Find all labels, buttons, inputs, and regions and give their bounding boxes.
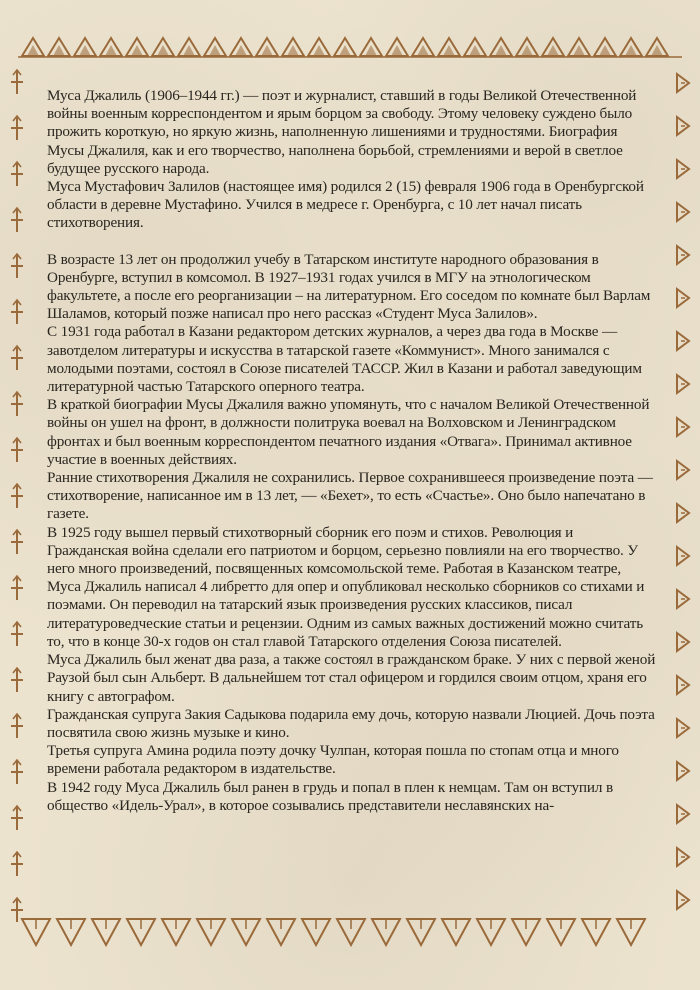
chevron-triangle-icon <box>677 590 689 608</box>
chevron-triangle-icon <box>677 289 689 307</box>
paragraph: С 1931 года работал в Казани редактором детских журналов, а через два года в Москве — завотделом литературы и искусства в татарской газете «Коммунист». Много занимался с молодыми поэтами, состоял в Союзе писателей ТАССР. Жил в Казани и работал заведующим литературной частью Татарского оперного театра. <box>47 323 642 396</box>
arrow-cross-icon <box>11 438 23 462</box>
triangle-ornament-icon <box>542 38 564 56</box>
triangle-ornament-icon <box>100 38 122 56</box>
chevron-triangle-icon <box>677 805 689 823</box>
left-ornament-border <box>6 60 28 930</box>
arrow-cross-icon <box>11 208 23 232</box>
top-ornament-border <box>18 30 682 70</box>
chevron-triangle-icon <box>677 74 689 92</box>
chevron-triangle-icon <box>677 461 689 479</box>
inverted-triangle-icon <box>547 919 575 945</box>
arrow-cross-icon <box>11 530 23 554</box>
chevron-triangle-icon <box>677 547 689 565</box>
triangle-ornament-icon <box>204 38 226 56</box>
triangle-ornament-icon <box>334 38 356 56</box>
chevron-triangle-icon <box>677 203 689 221</box>
triangle-ornament-icon <box>646 38 668 56</box>
arrow-cross-icon <box>11 254 23 278</box>
triangle-ornament-icon <box>230 38 252 56</box>
arrow-cross-icon <box>11 760 23 784</box>
inverted-triangle-icon <box>372 919 400 945</box>
inverted-triangle-icon <box>302 919 330 945</box>
inverted-triangle-icon <box>512 919 540 945</box>
chevron-triangle-icon <box>677 504 689 522</box>
arrow-cross-icon <box>11 300 23 324</box>
chevron-triangle-icon <box>677 719 689 737</box>
triangle-ornament-icon <box>412 38 434 56</box>
paragraph: Ранние стихотворения Джалиля не сохранились. Первое сохранившееся произведение поэта — стихотворение, написанное им в 13 лет, — «Бехет», то есть «Счастье». Оно было напечатано в газете. <box>47 469 653 523</box>
arrow-cross-icon <box>11 714 23 738</box>
inverted-triangle-icon <box>617 919 645 945</box>
biography-text <box>47 87 657 815</box>
inverted-triangle-icon <box>582 919 610 945</box>
paragraph: Муса Джалиль (1906–1944 гг.) — поэт и журналист, ставший в годы Великой Отечественной войны военным корреспондентом и ярым борцом за свободу. Этому человеку суждено было прожить короткую, но яркую жизнь, наполненную лишениями и трудностями. Биография Мусы Джалиля, как и его творчество, наполнена борьбой, стремлениями и верой в светлое будущее русского народа. <box>47 87 637 177</box>
right-ornament-border <box>672 60 694 930</box>
triangle-ornament-icon <box>308 38 330 56</box>
chevron-triangle-icon <box>677 633 689 651</box>
arrow-cross-icon <box>11 576 23 600</box>
triangle-ornament-icon <box>22 38 44 56</box>
chevron-triangle-icon <box>677 117 689 135</box>
triangle-ornament-icon <box>48 38 70 56</box>
arrow-cross-icon <box>11 484 23 508</box>
triangle-ornament-icon <box>386 38 408 56</box>
inverted-triangle-icon <box>267 919 295 945</box>
inverted-triangle-icon <box>57 919 85 945</box>
inverted-triangle-icon <box>92 919 120 945</box>
inverted-triangle-icon <box>197 919 225 945</box>
arrow-cross-icon <box>11 346 23 370</box>
chevron-triangle-icon <box>677 160 689 178</box>
bottom-ornament-border <box>18 915 682 955</box>
triangle-ornament-icon <box>152 38 174 56</box>
arrow-cross-icon <box>11 162 23 186</box>
triangle-ornament-icon <box>490 38 512 56</box>
arrow-cross-icon <box>11 852 23 876</box>
triangle-ornament-icon <box>74 38 96 56</box>
chevron-triangle-icon <box>677 246 689 264</box>
triangle-ornament-icon <box>438 38 460 56</box>
inverted-triangle-icon <box>407 919 435 945</box>
chevron-triangle-icon <box>677 332 689 350</box>
arrow-cross-icon <box>11 70 23 94</box>
arrow-cross-icon <box>11 622 23 646</box>
triangle-ornament-icon <box>126 38 148 56</box>
inverted-triangle-icon <box>477 919 505 945</box>
arrow-cross-icon <box>11 806 23 830</box>
arrow-cross-icon <box>11 392 23 416</box>
inverted-triangle-icon <box>442 919 470 945</box>
inverted-triangle-icon <box>22 919 50 945</box>
inverted-triangle-icon <box>232 919 260 945</box>
inverted-triangle-icon <box>127 919 155 945</box>
chevron-triangle-icon <box>677 848 689 866</box>
triangle-ornament-icon <box>282 38 304 56</box>
triangle-ornament-icon <box>360 38 382 56</box>
triangle-ornament-icon <box>256 38 278 56</box>
triangle-ornament-icon <box>178 38 200 56</box>
triangle-ornament-icon <box>464 38 486 56</box>
paragraph: Муса Мустафович Залилов (настоящее имя) родился 2 (15) февраля 1906 года в Оренбургской области в деревне Мустафино. Учился в медресе г. Оренбурга, с 10 лет начал писать стихотворения. <box>47 178 644 232</box>
triangle-ornament-icon <box>568 38 590 56</box>
arrow-cross-icon <box>11 668 23 692</box>
inverted-triangle-icon <box>162 919 190 945</box>
inverted-triangle-icon <box>337 919 365 945</box>
paragraph: Муса Джалиль был женат два раза, а также состоял в гражданском браке. У них с первой женой Раузой был сын Альберт. В дальнейшем тот стал офицером и гордился своим отцом, храня его книгу с автографом. <box>47 651 656 705</box>
paragraph: В 1925 году вышел первый стихотворный сборник его поэм и стихов. Революция и Гражданская война сделали его патриотом и борцом, серьезно повлияли на его творчество. У него много произведений, посвященных комсомольской теме. Работая в Казанском театре, Муса Джалиль написал 4 либретто для опер и опубликовал несколько сборников со стихами и поэмами. Он переводил на татарский язык произведения русских классиков, писал литературоведческие статьи и рецензии. Одним из самых важных достижений можно считать то, что в конце 30-х годов он стал главой Татарского отделения Союза писателей. <box>47 523 645 650</box>
paragraph: В краткой биографии Мусы Джалиля важно упомянуть, что с началом Великой Отечественной войны он ушел на фронт, в должности политрука воевал на Волховском и Ленинградском фронтах и был военным корреспондентом печатного издания «Отвага». Принимал активное участие в военных действиях. <box>47 396 650 468</box>
triangle-ornament-icon <box>620 38 642 56</box>
triangle-ornament-icon <box>594 38 616 56</box>
chevron-triangle-icon <box>677 375 689 393</box>
paragraph: В 1942 году Муса Джалиль был ранен в грудь и попал в плен к немцам. Там он вступил в общество «Идель-Урал», в которое созывались представители неславянских на- <box>47 778 613 814</box>
paragraph: Третья супруга Амина родила поэту дочку Чулпан, которая пошла по стопам отца и много времени работала редактором в издательстве. <box>47 742 619 778</box>
chevron-triangle-icon <box>677 676 689 694</box>
chevron-triangle-icon <box>677 891 689 909</box>
chevron-triangle-icon <box>677 762 689 780</box>
paragraph: В возрасте 13 лет он продолжил учебу в Татарском институте народного образования в Оренбурге, вступил в комсомол. В 1927–1931 годах учился в МГУ на этнологическом факультете, а после его реорганизации – на литературном. Его соседом по комнате был Варлам Шаламов, который позже написал про него рассказ «Студент Муса Залилов». <box>47 250 651 323</box>
paragraph: Гражданская супруга Закия Садыкова подарила ему дочь, которую назвали Люцией. Дочь поэта посвятила свою жизнь музыке и кино. <box>47 705 655 741</box>
chevron-triangle-icon <box>677 418 689 436</box>
arrow-cross-icon <box>11 116 23 140</box>
triangle-ornament-icon <box>516 38 538 56</box>
